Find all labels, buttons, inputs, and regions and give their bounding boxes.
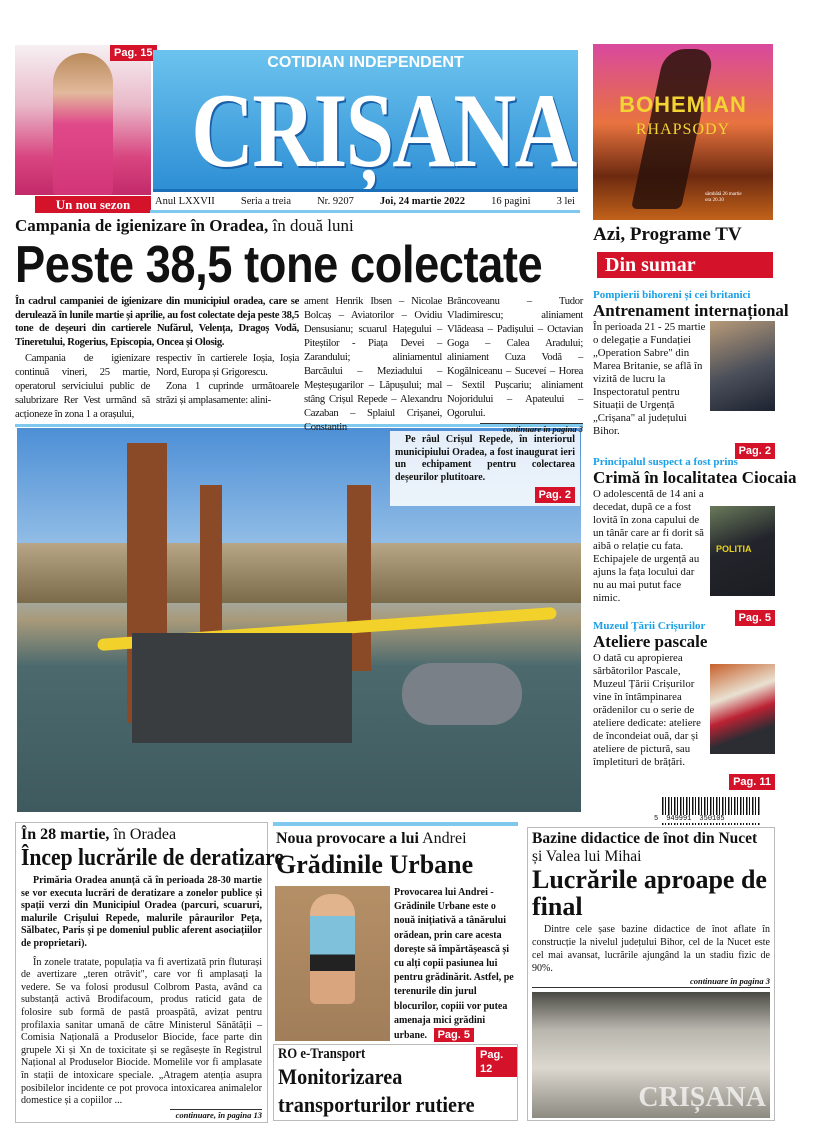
story-kicker: [276, 829, 518, 848]
date: Joi, 24 martie 2022: [379, 196, 466, 207]
story-kicker: RO e-Transport: [278, 1046, 366, 1062]
story-text: În perioada 21 - 25 martie o delegație a Fundației „Operation Sabre" din Marea Britanie, se află în vizită de lucru la Inspectoratul pentru Situații de Urgență „Crișana" al județului Bihor.: [593, 321, 706, 437]
tagline: COTIDIAN INDEPENDENT: [267, 54, 464, 71]
lead-col-2a: respectiv în cartierele Ioșia, Ioșia Nord, Europa și Grigorescu.: [156, 353, 299, 378]
sidebar-story[interactable]: [593, 289, 789, 459]
sumar-header: Din sumar: [597, 252, 773, 278]
story-body: [593, 652, 775, 769]
trees: [17, 543, 581, 603]
story-kicker: Muzeul Țării Crișurilor: [593, 620, 706, 632]
lead-left-columns: [15, 352, 299, 422]
lead-col-4-block: [447, 295, 583, 434]
page-badge[interactable]: Pag. 5: [434, 1028, 474, 1042]
barcode-digit: 949991: [666, 815, 692, 823]
story-intro: Primăria Oradea anunță că în perioada 28-30 martie se vor executa lucrări de deratizare a zonelor publice și spații verzi din Municipiul Oradea (parcuri, scuaruri, malurile Crișului Repede, malurile pâraurilor Peța, Sălbatec, Paris și pe domeniul public aferent asociațiilor de proprietari).: [21, 875, 262, 949]
price: 3 lei: [556, 196, 575, 207]
logo: CRIȘANA: [191, 72, 576, 189]
lead-col-2b: Zona 1 cuprinde următoarele străzi și amplasamente: alini-: [156, 381, 299, 406]
ad-schedule: sâmbătă 26 martie ora 20.30: [705, 192, 742, 203]
lead-kicker-rest: în două luni: [268, 216, 354, 235]
story-title: Grădinile Urbane: [276, 850, 474, 879]
barcode-digit: 350105: [699, 815, 725, 823]
caption-badge-row: [395, 485, 575, 503]
page-badge[interactable]: Pag. 2: [735, 443, 775, 459]
ad-title-1: BOHEMIAN: [619, 92, 747, 117]
story-title: Antrenament internațional: [593, 301, 789, 320]
story-title: Lucrările aproape de final: [532, 865, 767, 921]
page-badge[interactable]: Pag. 12: [476, 1047, 517, 1077]
barcode-digit: 5: [654, 815, 659, 823]
page-badge[interactable]: Pag. 2: [535, 487, 575, 503]
story-text-block: [394, 886, 518, 1043]
story-title: Crimă în localitatea Ciocaia: [593, 468, 797, 487]
deratization-story[interactable]: [15, 822, 284, 1123]
story-kicker-rest: și Valea lui Mihai: [532, 848, 642, 865]
kicker-rest: în Oradea: [109, 826, 177, 843]
story-text: În zonele tratate, populația va fi avertizată prin fluturași de avertizare „teren otrăvit", care vor fi amplasați la vedere. Se va folosi produsul Colbrom Pasta, având ca substanță activă Brodifacoum, produs raticid gata de folosire sub formă de pastă proaspătă, avizat pentru profilaxia sanitar umană de către Ministerul Sănătății – Comisia Națională a Produselor Biocide, face parte din grupele Xi și Xn de toxicitate și se regăsește în Registrul Național al Produselor Biocide. Momelile vor fi amplasate în stații de intoxicare speciale. „Atragem atenția asupra posibilelor incidente ce pot provoca intoxicarea animalelor domestice și a copiilor ...: [21, 956, 262, 1107]
watermark-logo: CRIȘANA: [638, 1082, 766, 1113]
story-kicker: [21, 825, 262, 844]
photo-caption: [390, 431, 580, 506]
barcode-digits: [654, 815, 766, 823]
story-kicker: Pompierii bihoreni și cei britanici: [593, 289, 751, 301]
story-text: O dată cu apropierea sărbătorilor Pascale, Muzeul Țării Crișurilor vine în întâmpinarea orădenilor cu o serie de ateliere dedicate: ateliere de încondeiat ouă, dar și ateliere de pictură, sau împletituri de brățări.: [593, 652, 701, 768]
pool-construction-photo: [532, 992, 770, 1118]
gardens-story[interactable]: [273, 822, 518, 1042]
lead-col-2: [156, 352, 299, 422]
continued-link[interactable]: continuare în pagina 3: [532, 975, 770, 988]
photo-caption-text: Pe râul Crișul Repede, în interiorul municipiului Oradea, a fost inaugurat ieri un echipament pentru colectarea deșeurilor plutitoare.: [395, 434, 575, 483]
boy-garden-photo: [275, 886, 390, 1041]
story-text: Dintre cele șase bazine didactice de înot aflate în construcție la nivelul județului Bihor, cel de la Nucet este cel mai avansat, lucrările ajungând la un stadiu fizic de 90%.: [532, 924, 770, 974]
pools-story[interactable]: [527, 827, 775, 1121]
easter-egg-photo: [710, 664, 775, 754]
issue-number: Nr. 9207: [317, 196, 354, 207]
story-title: Încep lucrările de deratizare: [21, 845, 284, 871]
barcode: [654, 797, 760, 825]
lead-kicker: [15, 216, 354, 236]
woman-figure: [53, 53, 113, 195]
page-badge[interactable]: Pag. 11: [729, 774, 775, 790]
story-title: Ateliere pascale: [593, 632, 708, 651]
lead-col-1: Campania de igienizare continuă vineri, 25 martie, operatorul serviciului public de salubrizare Rer Vest urmând să acționeze în zona 1 a orașului,: [15, 353, 150, 420]
tv-caption[interactable]: Azi, Programe TV: [593, 224, 742, 245]
boy-figure: [310, 894, 355, 1004]
story-title: Monitorizarea transporturilor rutiere: [278, 1064, 475, 1117]
lead-col-3: ament Henrik Ibsen – Nicolae Bolcaș – Aviatorilor – Ovidiu Densusianu; scuarul Hațegului – Piteștilor - Piața Devei – Zarandului; aliniamentul Barcăului – Meziadului – Meșteșugarilor – Lăpușului; mal stâng Crișul Repede – Alexandru Cazaban – Splaiul Crișanei, Constantin: [304, 296, 442, 433]
story-body: [593, 488, 775, 605]
year: Anul LXXVII: [155, 196, 215, 207]
sidebar-story[interactable]: [593, 620, 775, 790]
sidebar-story[interactable]: [593, 456, 797, 626]
badge-row: [593, 772, 775, 790]
masthead: [153, 50, 578, 192]
story-kicker: Bazine didactice de înot din Nucet: [532, 830, 758, 847]
continued-link[interactable]: continuare, în pagina 13: [170, 1109, 262, 1120]
tv-ad[interactable]: [593, 44, 773, 220]
teaser-label[interactable]: Un nou sezon: [35, 196, 151, 213]
kicker-bold: În 28 martie,: [21, 826, 110, 843]
police-photo: [710, 506, 775, 596]
series: Seria a treia: [240, 196, 291, 207]
story-body: [593, 321, 775, 438]
story-kicker: Principalul suspect a fost prins: [593, 456, 738, 468]
issue-info: [150, 193, 580, 213]
page-badge[interactable]: Pag. 15: [110, 45, 157, 61]
lead-left-block: [15, 295, 299, 422]
lead-headline[interactable]: Peste 38,5 tone colectate: [15, 236, 543, 294]
transport-story[interactable]: [273, 1044, 518, 1121]
boat: [402, 663, 522, 725]
lead-continued[interactable]: continuare în pagina 3: [480, 423, 583, 434]
lead-intro: În cadrul campaniei de igienizare din municipiul oradea, care se derulează în lunile martie și aprilie, au fost colectate deja peste 38,5 tone de deșeuri din cartierele Nufărul, Velența, Dragoș Vodă, Tineretului, Rogerius, Episcopia, Oncea și Olosig.: [15, 296, 299, 348]
page-count: 16 pagini: [491, 196, 531, 207]
story-text: Provocarea lui Andrei - Grădinile Urbane este o nouă inițiativă a tânărului orădean, prin care acesta dorește să împărtășească și cu alți copii pasiunea lui pentru grădinărit. Astfel, pe terenurile din jurul blocurilor, copiii vor putea amenaja mici grădini urbane.: [394, 887, 514, 1042]
story-text: O adolescentă de 14 ani a decedat, după ce a fost lovită în zona capului de un tânăr care ar fi dorit să aibă o relație cu fata. Echipajele de urgență au ajuns la fața locului dar nu au mai putut face nimic.: [593, 488, 704, 604]
collection-device: [132, 633, 352, 743]
briefing-photo: [710, 321, 775, 411]
lead-col-4: Brâncoveanu – Tudor Vladimirescu; aliniament Vlădeasa – Padișului – Octavian Goga – Calea Aradului; aliniament Cuza Vodă – Kogălniceanu – Suceveí – Horea – Sextil Pușcariu; aliniament Nojoridului – Apateului – Ogorului.: [447, 296, 583, 419]
kicker-rest: Andrei: [418, 830, 467, 847]
police-label: POLITIA: [716, 544, 752, 554]
teaser-photo[interactable]: [15, 45, 151, 195]
kicker-bold: Noua provocare a lui: [276, 830, 419, 847]
lead-kicker-bold: Campania de igienizare în Oradea,: [15, 216, 269, 235]
ad-title-2: RHAPSODY: [635, 121, 731, 138]
page-badge[interactable]: Pag. 5: [735, 610, 775, 626]
